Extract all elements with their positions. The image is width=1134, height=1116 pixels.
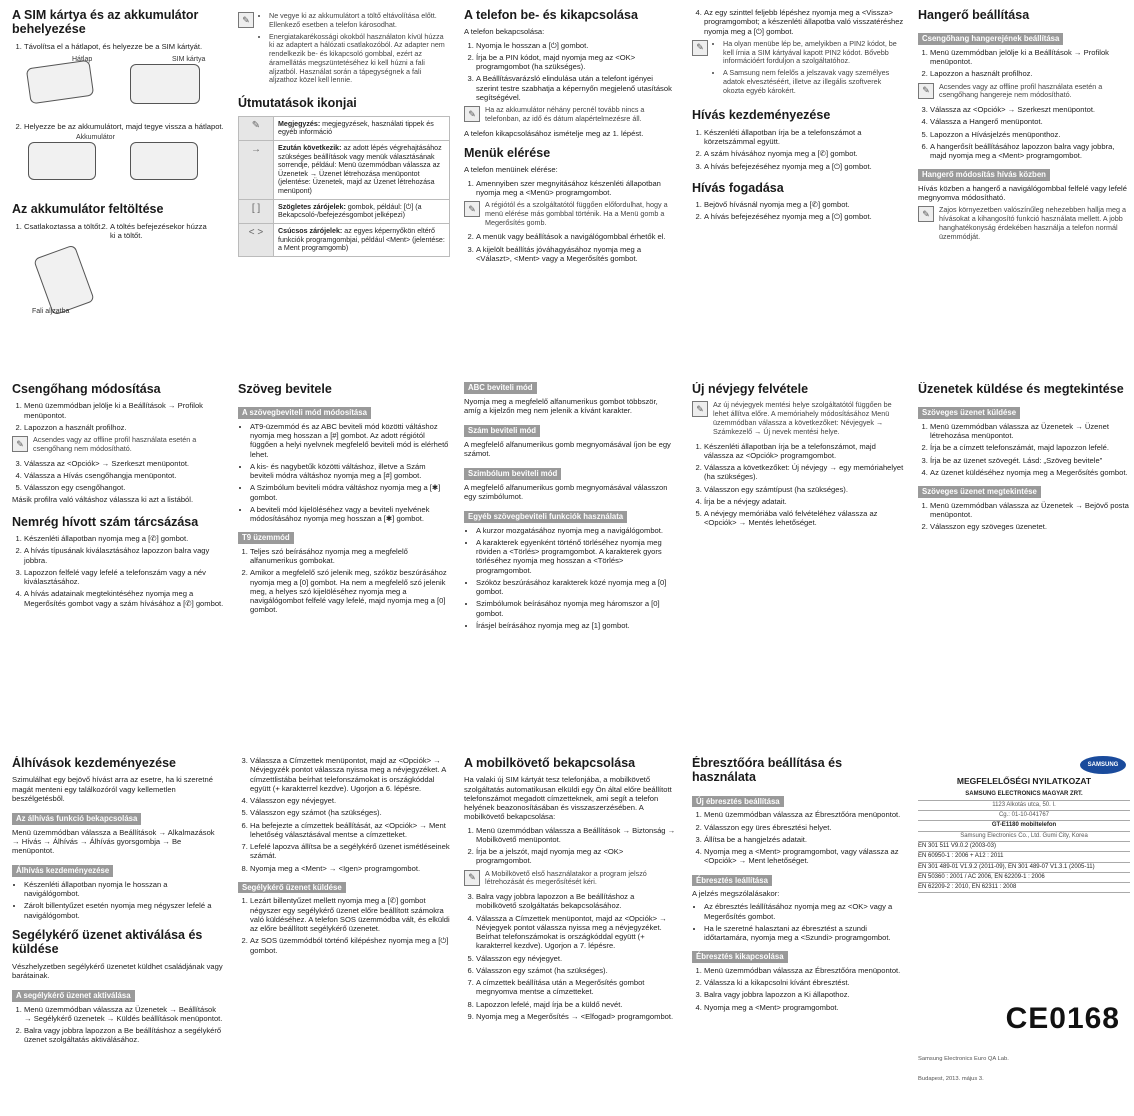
list-item: 1. Menü üzemmódban válassza az Üzenetek → Üzenet létrehozása menüpontot.	[930, 422, 1130, 441]
subheading-abc: ABC beviteli mód	[464, 382, 537, 394]
list-item: 1. Menü üzemmódban válassza az Ébresztőóra menüpontot.	[704, 966, 904, 975]
list-item: 3. Válassza az <Opciók> → Szerkeszt menüpontot.	[930, 105, 1130, 114]
section-band-1	[0, 8, 1134, 358]
number-text: A megfelelő alfanumerikus gomb megnyomásával íjon be egy számot.	[464, 439, 671, 458]
battery-insert-steps	[12, 122, 224, 131]
volume-note: ✎ Acsendes vagy az offline profil használata esetén a csengőhang hangereje nem módosítható.	[918, 83, 1130, 101]
battery-warning-note	[238, 12, 450, 88]
heading-answer-call: Hívás fogadása	[692, 180, 784, 195]
list-item: • A Szimbólum beviteli módra váltáshoz nyomja meg a [✱] gombot.	[250, 483, 450, 502]
list-item: 2. A töltés befejezésekor húzza ki a töltőt.	[110, 222, 208, 241]
list-item: • A beviteli mód kijelöléséhez vagy a beviteli nyelvének módosításához nyomja meg hosszan a [✱] gombot.	[250, 505, 450, 524]
declaration-standard: EN 62209-2 : 2010, EN 62311 : 2008	[918, 883, 1130, 893]
profile-switch-text: Másik profilra való váltáshoz válassza ki azt a listából.	[12, 495, 194, 505]
subheading-call-volume: Hangerő módosítás hívás közben	[918, 169, 1050, 181]
power-on-intro: A telefon bekapcsolása:	[464, 27, 545, 37]
list-item: 1. Menü üzemmódban válassza az Üzenetek → Beállítások → Segélykérő üzenetek → Küldés beállítások menüpontot.	[24, 1005, 224, 1024]
declaration-model: GT-E1180 mobiltelefon	[918, 821, 1130, 831]
list-item: 8. Nyomja meg a <Ment> → <Igen> programgombot.	[250, 864, 450, 873]
declaration-registration: Cg.: 01-10-041767	[918, 811, 1130, 821]
ring-volume-steps	[918, 48, 1130, 79]
declaration-standard: EN 50360 : 2001 / AC 2006, EN 62209-1 : 2006	[918, 873, 1130, 883]
list-item: 1. Menü üzemmódban jelölje ki a Beállítások → Profilok menüpontot.	[930, 48, 1130, 67]
list-item: 2. Helyezze be az akkumulátort, majd tegye vissza a hátlapot.	[24, 122, 224, 131]
column-sos-continued	[238, 756, 450, 958]
heading-mobile-tracker: A mobilkövető bekapcsolása	[464, 756, 636, 770]
declaration-title: MEGFELELŐSÉGI NYILATKOZAT	[956, 776, 1092, 786]
list-item: 2. Lapozzon a használt profilhoz.	[24, 423, 224, 432]
list-item: 4. Nyomja meg a <Ment> programgombot.	[704, 1003, 904, 1012]
heading-fake-call: Álhívások kezdeményezése	[12, 756, 176, 770]
power-note: ✎ Ha az akkumulátor néhány percnél tovább nincs a telefonban, az idő és dátum alapértelmezésre áll.	[464, 106, 676, 124]
note-icon: ✎	[238, 12, 254, 28]
power-off-text: A telefon kikapcsolásához ismételje meg az 1. lépést.	[464, 128, 644, 138]
list-item: 2. Balra vagy jobbra lapozzon a Be beállításhoz a segélykérő üzenet szolgáltatás aktiválásához.	[24, 1026, 224, 1045]
list-item: 1. Nyomja le hosszan a [⏻] gombot.	[476, 41, 676, 50]
list-item: 4. A hívás adatainak megtekintéséhez nyomja meg a Megerősítés gombot vagy a szám hívásához a [✆] gombot.	[24, 589, 224, 608]
arrow-right-icon: →	[239, 140, 274, 199]
declaration-signer: Samsung Electronics Euro QA Lab.	[918, 1056, 1009, 1062]
note-icon: ✎	[918, 206, 934, 222]
list-item: 7. Lefelé lapozva állítsa be a segélykérő üzenet ismétléseinek számát.	[250, 842, 450, 861]
column-icons-guide	[238, 8, 450, 257]
list-item: 3. Válassza az <Opciók> → Szerkeszt menüpontot.	[24, 459, 224, 468]
column-alarm	[692, 756, 904, 1015]
declaration-standard: EN 60950-1 : 2006 + A12 : 2011	[918, 852, 1130, 862]
fake-enable-text: Menü üzemmódban válassza a Beállítások → Alkalmazások → Hívás → Álhívás → Álhívás gyorsgombja → Be menüpontot.	[12, 827, 215, 856]
list-item: 3. Balra vagy jobbra lapozzon a Be beállításhoz a mobilkövető szolgáltatás bekapcsolásához.	[476, 892, 676, 911]
list-item: 4. Válassza a Hívás csengőhangja menüpontot.	[24, 471, 224, 480]
ce-mark: CE0168	[1005, 1002, 1120, 1035]
subheading-fake-make: Álhívás kezdeményezése	[12, 865, 113, 877]
figure-charger	[12, 246, 224, 316]
table-row: < > Csúcsos zárójelek: az egyes képernyőkön eltérő funkciók programgombjai, például <Ment> (jelentése: a Ment programgomb)	[239, 224, 450, 257]
list-item: • Írásjel beírásához nyomja meg az [1] gombot.	[476, 621, 676, 630]
list-item: 4. Válasszon egy névjegyet.	[250, 796, 450, 805]
subheading-other-functions: Egyéb szövegbeviteli funkciók használata	[464, 511, 627, 523]
note-icon: ✎	[692, 40, 708, 56]
phone-illustration	[130, 64, 200, 104]
subheading-number: Szám beviteli mód	[464, 425, 540, 437]
phone-illustration	[130, 142, 198, 180]
call-steps	[692, 128, 904, 171]
list-item: 1. Menü üzemmódban jelölje ki a Beállítások → Profilok menüpontot.	[24, 401, 224, 420]
label-wall-socket: Fali aljzatba	[32, 308, 70, 316]
list-item: 2. Válassza ki a kikapcsolni kívánt ébresztést.	[704, 978, 904, 987]
other-functions-bullets	[464, 526, 676, 631]
subheading-view-sms: Szöveges üzenet megtekintése	[918, 486, 1041, 498]
menu-step-4	[692, 8, 904, 36]
column-power-menu	[464, 8, 676, 266]
stop-alarm-intro: A jelzés megszólalásakor:	[692, 889, 780, 898]
subheading-symbol: Szimbólum beviteli mód	[464, 468, 561, 480]
list-item: 2. Amikor a megfelelő szó jelenik meg, szóköz beszúrásához nyomja meg a [0] gombot. Ha nem a megfelelő szó jelenik meg, a helyes szó kijelöléséhez nyomja meg a navigálógombot felfelé vagy lefelé, majd nyomja meg a [0] gombot.	[250, 568, 450, 614]
column-calls	[692, 8, 904, 225]
list-item: 4. Válassza a Hangerő menüpontot.	[930, 117, 1130, 126]
heading-menu-access: Menük elérése	[464, 145, 551, 160]
table-row: → Ezután következik: az adott lépés végrehajtásához szükséges beállítások vagy menük választásának sorrendje, például: Menü üzemmódban válassza az Üzenetek → Üzenet létrehozása menüpontot (jelentése: Üzenetek, majd az Üzenet létrehozása menüpont)	[239, 140, 450, 199]
list-item: 2. Válassza a következőket: Új névjegy → egy memóriahelyet (ha szükséges).	[704, 463, 904, 482]
list-item: 4. Írja be a névjegy adatait.	[704, 497, 904, 506]
list-item: 4. Nyomja meg a <Ment> programgombot, vagy válassza az <Opciók> → Ment lehetőséget.	[704, 847, 904, 866]
subheading-t9: T9 üzemmód	[238, 532, 294, 544]
list-item: 1. Teljes szó beírásához nyomja meg a megfelelő alfanumerikus gombokat.	[250, 547, 450, 566]
list-item: 4. Az üzenet küldéséhez nyomja meg a Megerősítés gombot.	[930, 468, 1130, 477]
list-item: 2. Válasszon egy szöveges üzenetet.	[930, 522, 1130, 531]
list-item: 4. Válassza a Címzettek menüpontot, majd az <Opciók> → Névjegyek pontot válassza nyissa meg a névjegyzéket. Beírhat telefonszámokat is országkóddal együtt (+ karakterrel kezdve). Ugorjon a 7. lépésre.	[476, 914, 676, 951]
list-item: 6. A hangerősít beállításához lapozzon balra vagy jobbra, majd nyomja meg a <Ment> programgombot.	[930, 142, 1130, 161]
list-item: 1. Lezárt billentyűzet mellett nyomja meg a [✆] gombot négyszer egy segélykérő üzenet előre beállított számokra való küldéséhez. A telefon SOS üzemmódba vált, és elküldi az előre beállított segélykérő üzenetet.	[250, 896, 450, 933]
list-item: 1. Menü üzemmódban válassza az Ébresztőóra menüpontot.	[704, 810, 904, 819]
note-icon: ✎	[464, 106, 480, 122]
list-item: 1. Menü üzemmódban válassza az Üzenetek → Bejövő posta menüpontot.	[930, 501, 1130, 520]
subheading-alarm-off: Ébresztés kikapcsolása	[692, 951, 788, 963]
list-item: 1. Menü üzemmódban válassza a Beállítások → Biztonság → Mobilkövető menüpontot.	[476, 826, 676, 845]
sos-steps	[12, 1005, 224, 1045]
column-messages	[918, 382, 1130, 534]
column-fake-call-sos	[12, 756, 224, 1048]
angle-brackets-icon: < >	[239, 224, 274, 257]
subheading-new-alarm: Új ébresztés beállítása	[692, 796, 784, 808]
list-item: 3. A kijelölt beállítás jóváhagyásához nyomja meg a <Választ>, <Ment> vagy a Megerősítés gombot.	[476, 245, 676, 264]
list-item: 7. A címzettek beállítása után a Megerősítés gombot megnyomva mentse a címzetteket.	[476, 978, 676, 997]
list-item: 2. A hívás befejezéséhez nyomja meg a [⏻] gombot.	[704, 212, 904, 221]
view-sms-steps	[918, 501, 1130, 532]
column-new-contact	[692, 382, 904, 531]
list-item: 3. Lapozzon felfelé vagy lefelé a telefonszám vagy a név kiválasztásához.	[24, 568, 224, 587]
list-item: 2. Válasszon egy üres ébresztési helyet.	[704, 823, 904, 832]
charge-steps	[12, 222, 224, 244]
list-item: • Energiatakarékossági okokból használaton kívül húzza ki az adaptert a hálózati csatlakozóból. Az adapter nem rendelkezik be- és kikapcsoló gombbal, ezért az áramellátás megszüntetéséhez ki kell húzni a fali aljzatból. Használat során a tápegységnek a fali aljzathoz közel kell lennie.	[269, 33, 450, 86]
heading-alarm: Ébresztőóra beállítása és használata	[692, 756, 843, 785]
heading-recent-calls: Nemrég hívott szám tárcsázása	[12, 514, 199, 529]
subheading-ring-volume: Csengőhang hangerejének beállítása	[918, 33, 1063, 45]
list-item: 8. Lapozzon lefelé, majd írja be a küldő nevét.	[476, 1000, 676, 1009]
list-item: • Szimbólumok beírásához nyomja meg háromszor a [0] gombot.	[476, 599, 676, 618]
sim-steps	[12, 42, 224, 51]
list-item: • Szóköz beszúrásához karakterek közé nyomja meg a [0] gombot.	[476, 578, 676, 597]
table-row: ✎ Megjegyzés: megjegyzések, használati tippek és egyéb információ	[239, 116, 450, 140]
list-item: 9. Nyomja meg a Megerősítés → <Elfogad> programgombot.	[476, 1012, 676, 1021]
recent-call-steps	[12, 534, 224, 608]
icon-legend-table	[238, 116, 450, 257]
ringtone-steps-continued	[12, 459, 224, 493]
list-item: • Zárolt billentyűzet esetén nyomja meg négyszer lefelé a navigálógombot.	[24, 901, 224, 920]
answer-steps	[692, 200, 904, 222]
fake-make-bullets	[12, 880, 224, 920]
send-sms-steps	[918, 422, 1130, 477]
declaration-manufacturer: Samsung Electronics Co., Ltd. Gumi City, Korea	[918, 832, 1130, 842]
list-item: 5. Válasszon egy számot (ha szükséges).	[250, 808, 450, 817]
call-volume-text: Hívás közben a hangerő a navigálógombbal felfelé vagy lefelé megnyomva módosítható.	[918, 183, 1127, 203]
list-item: • Ha le szeretné halasztani az ébresztést a szundi időtartamára, nyomja meg a <Szundi> programgombot.	[704, 924, 904, 943]
list-item: 5. A névjegy memóriába való felvételéhez válassza az <Opciók> → Mentés lehetőséget.	[704, 509, 904, 528]
list-item: 1. Készenléti állapotban írja be a telefonszámot a körzetszámmal együtt.	[704, 128, 904, 147]
list-item: 2. Lapozzon a használt profilhoz.	[930, 69, 1130, 78]
samsung-logo: SAMSUNG	[1080, 756, 1126, 774]
list-item: 1. Amennyiben szer megnyitásához készenléti állapotban nyomja meg a <Menü> programgombot.	[476, 179, 676, 198]
declaration-company: SAMSUNG ELECTRONICS MAGYAR ZRT.	[918, 790, 1130, 800]
label-battery: Akkumulátor	[76, 134, 115, 142]
list-item: 6. Válasszon egy számot (ha szükséges).	[476, 966, 676, 975]
fake-call-intro: Szimulálhat egy bejövő hívást arra az esetre, ha ki szeretné magát menteni egy találkozóról vagy kellemetlen beszélgetésből.	[12, 775, 213, 803]
list-item: • Készenléti állapotban nyomja le hosszan a navigálógombot.	[24, 880, 224, 899]
subheading-stop-alarm: Ébresztés leállítása	[692, 875, 772, 887]
heading-text-input: Szöveg bevitele	[238, 382, 332, 396]
list-item: 3. Állítsa be a hangjelzés adatait.	[704, 835, 904, 844]
column-ringtone	[12, 382, 224, 611]
heading-messages: Üzenetek küldése és megtekintése	[918, 382, 1124, 396]
note-icon: ✎	[692, 401, 708, 417]
list-item: 1. Bejövő hívásnál nyomja meg a [✆] gombot.	[704, 200, 904, 209]
contact-note: ✎ Az új névjegyek mentési helye szolgáltatótól függően be lehet állítva előre. A memóriahely módosításához Menü üzemmódban válassza a következőket: Névjegyek → Számkezelő → Új nevek mentési helye.	[692, 401, 904, 436]
sos-intro: Vészhelyzetben segélykérő üzenetet küldhet családjának vagy barátainak.	[12, 961, 223, 980]
phone-illustration	[28, 142, 96, 180]
declaration-standard: EN 301 489-01 V1.9.2 (2011-09), EN 301 489-07 V1.3.1 (2005-11)	[918, 863, 1130, 873]
subheading-sos-enable: A segélykérő üzenet aktiválása	[12, 990, 135, 1002]
phone-illustration	[33, 244, 95, 315]
note-icon: ✎	[12, 436, 28, 452]
list-item: 5. Lapozzon a Hívásjelzés menüponthoz.	[930, 130, 1130, 139]
subheading-send-sms: Szöveges üzenet küldése	[918, 407, 1020, 419]
ringtone-note: ✎ Acsendes vagy az offline profil használata esetén a csengőhang nem módosítható.	[12, 436, 224, 454]
contact-steps	[692, 442, 904, 528]
table-row: [ ] Szögletes zárójelek: gombok, például: [⏻] (a Bekapcsoló-/befejezésgombot jelképezi)	[239, 199, 450, 223]
note-icon: ✎	[464, 201, 480, 217]
list-item: 4. Az egy szinttel feljebb lépéshez nyomja meg a <Vissza> programgombot; a készenléti állapotba való visszatéréshez nyomja meg a [⏻] gombot.	[704, 8, 904, 36]
heading-ringtone: Csengőhang módosítása	[12, 382, 161, 396]
column-volume	[918, 8, 1130, 247]
list-item: • A Samsung nem felelős a jelszavak vagy személyes adatok elvesztéséért, illetve az illegális szoftverek okozta egyéb károkért.	[723, 69, 904, 95]
column-mobile-tracker	[464, 756, 676, 1024]
declaration-standard: EN 301 511 V9.0.2 (2003-03)	[918, 842, 1130, 852]
list-item: 1. Csatlakoztassa a töltőt.	[24, 222, 104, 241]
list-item: 2. A szám hívásához nyomja meg a [✆] gombot.	[704, 149, 904, 158]
list-item: 2. A hívás típusának kiválasztásához lapozzon balra vagy jobbra.	[24, 546, 224, 565]
input-mode-bullets	[238, 422, 450, 524]
heading-volume: Hangerő beállítása	[918, 8, 1030, 22]
declaration-address: 1123 Alkotás utca, 50. I.	[918, 801, 1130, 811]
heading-sim-battery: A SIM kártya és az akkumulátor behelyezése	[12, 8, 199, 37]
alarm-off-steps	[692, 966, 904, 1012]
new-alarm-steps	[692, 810, 904, 865]
list-item: 3. A hívás befejezéséhez nyomja meg a [⏻] gombot.	[704, 162, 904, 171]
label-back-cover: Hátlap	[72, 56, 93, 63]
section-band-3	[0, 756, 1134, 1112]
list-item: • Ha olyan menübe lép be, amelyikben a PIN2 kódot, be kell írnia a SIM kártyával kapott PIN2 kódot. Bővebb információért forduljon a szolgáltatóhoz.	[723, 40, 904, 66]
list-item: 5. Válasszon egy névjegyet.	[476, 954, 676, 963]
heading-make-call: Hívás kezdeményezése	[692, 108, 831, 123]
column-sim-battery	[12, 8, 224, 322]
heading-new-contact: Új névjegy felvétele	[692, 382, 809, 396]
declaration-place-date: Budapest, 2013. május 3.	[918, 1076, 984, 1082]
label-sim-card: SIM kártya	[172, 56, 206, 63]
menu-intro: A telefon menüinek elérése:	[464, 165, 558, 175]
figure-battery-insert	[12, 134, 224, 196]
list-item: • A kurzor mozgatásához nyomja meg a navigálógombot.	[476, 526, 676, 535]
list-item: 2. Írja be a címzett telefonszámát, majd lapozzon lefelé.	[930, 443, 1130, 452]
ringtone-steps	[12, 401, 224, 432]
symbol-text: A megfelelő alfanumerikus gomb megnyomásával válasszon egy szimbólumot.	[464, 482, 668, 501]
tracker-note: ✎ A Mobilkövető első használatakor a program jelszó létrehozását és megerősítését kéri.	[464, 870, 676, 888]
list-item: 2. Írja be a PIN kódot, majd nyomja meg az <OK> programgombot (ha szükséges).	[476, 53, 676, 72]
list-item: 3. A Beállításvarázsló elindulása után a telefont igényei szerint testre szabhatja a képernyőn megjelenő utasítások segítségével.	[476, 74, 676, 102]
list-item: • A kis- és nagybetűk közötti váltáshoz, illetve a Szám beviteli módra váltáshoz nyomja meg a [#] gombot.	[250, 462, 450, 481]
list-item: • AT9-üzemmód és az ABC beviteli mód közötti váltáshoz nyomja meg hosszan a [#] gombot. Az adott régiótól függően a helyi nyelvnek megfelelő beviteli mód is elérhető lehet.	[250, 422, 450, 459]
subheading-sos-send: Segélykérő üzenet küldése	[238, 882, 346, 894]
list-item: 3. Balra vagy jobbra lapozzon a Ki állapothoz.	[704, 990, 904, 999]
phone-illustration	[26, 60, 94, 105]
figure-sim-insert	[12, 54, 224, 116]
list-item: 3. Válassza a Címzettek menüpontot, majd az <Opciók> → Névjegyzék pontot válassza nyissa meg a névjegyzéket. A címzettlistába beírhat telefonszámokat is országkóddal együtt (+ karakterrel kezdve). Ugorjon a 6. lépésre.	[250, 756, 450, 793]
power-on-steps	[464, 41, 676, 103]
list-item: • Ne vegye ki az akkumulátort a töltő eltávolítása előtt. Ellenkező esetben a telefon károsodhat.	[269, 12, 450, 30]
list-item: 3. Válasszon egy számtípust (ha szükséges).	[704, 485, 904, 494]
subheading-input-mode: A szövegbeviteli mód módosítása	[238, 407, 371, 419]
note-icon: ✎	[239, 116, 274, 140]
column-input-modes	[464, 382, 676, 633]
menu-note: ✎ A régiótól és a szolgáltatótól függően előfordulhat, hogy a menü elérése más gombbal történik. Ha a Menü gomb a Megerősítés gomb.	[464, 201, 676, 227]
heading-sos: Segélykérő üzenet aktiválása és küldése	[12, 927, 203, 957]
square-brackets-icon: [ ]	[239, 199, 274, 223]
list-item: 1. Távolítsa el a hátlapot, és helyezze be a SIM kártyát.	[24, 42, 224, 51]
list-item: 1. Készenléti állapotban írja be a telefonszámot, majd válassza az <Opciók> programgombot.	[704, 442, 904, 461]
menu-steps	[464, 179, 676, 198]
list-item: • A karakterek egyenként történő törléséhez nyomja meg röviden a <Törlés> programgombot. A karakterek gyors törléséhez nyomja meg hosszan a <Törlés> programgombot.	[476, 538, 676, 575]
list-item: • Az ébresztés leállításához nyomja meg az <OK> vagy a Megerősítés gombot.	[704, 902, 904, 921]
list-item: 5. Válasszon egy csengőhangot.	[24, 483, 224, 492]
t9-steps	[238, 547, 450, 615]
stop-alarm-bullets	[692, 902, 904, 942]
heading-icon-guide: Útmutatások ikonjai	[238, 96, 357, 111]
list-item: 2. Írja be a jelszót, majd nyomja meg az <OK> programgombot.	[476, 847, 676, 866]
column-text-input	[238, 382, 450, 618]
list-item: 1. Készenléti állapotban nyomja meg a [✆] gombot.	[24, 534, 224, 543]
heading-power-onoff: A telefon be- és kikapcsolása	[464, 8, 638, 22]
tracker-steps	[464, 826, 676, 866]
menu-steps-continued	[464, 232, 676, 263]
abc-text: Nyomja meg a megfelelő alfanumerikus gombot többször, amíg a kijelzőn meg nem jelenik a kívánt karakter.	[464, 396, 658, 415]
list-item: 3. Írja be az üzenet szövegét. Lásd: „Szöveg bevitele”	[930, 456, 1130, 465]
list-item: 2. A menük vagy beállítások a navigálógombbal érhetők el.	[476, 232, 676, 241]
pin2-note	[692, 40, 904, 99]
sos-send-steps	[238, 896, 450, 955]
tracker-intro: Ha valaki új SIM kártyát tesz telefonjába, a mobilkövető szolgáltatás automatikusan elküldi egy Ön által előre beállított telefonszámot megadott címzetteknek, ami segít a telefon helyének beazonosításában és visszaszerzésében. A mobilkövető bekapcsolása:	[464, 775, 672, 822]
ring-volume-steps-continued	[918, 105, 1130, 160]
note-icon: ✎	[464, 870, 480, 886]
list-item: 2. Az SOS üzemmódból történő kilépéshez nyomja meg a [⏻] gombot.	[250, 936, 450, 955]
note-icon: ✎	[918, 83, 934, 99]
tracker-steps-continued	[464, 892, 676, 1021]
column-declaration	[918, 756, 1130, 1108]
section-band-2	[0, 382, 1134, 732]
sos-steps-continued	[238, 756, 450, 873]
subheading-fake-enable: Az álhívás funkció bekapcsolása	[12, 813, 141, 825]
list-item: 6. Ha befejezte a címzettek beállítását, az <Opciók> → Ment lehetőség választásával mentse a címzetteket.	[250, 821, 450, 840]
noise-note: ✎ Zajos környezetben valószínűleg nehezebben hallja meg a hívásokat a kihangosító funkció használata mellett. A jobb hanghatékonyság érdekében használja a telefon normál üzemmódját.	[918, 206, 1130, 241]
heading-charge: Az akkumulátor feltöltése	[12, 202, 164, 217]
